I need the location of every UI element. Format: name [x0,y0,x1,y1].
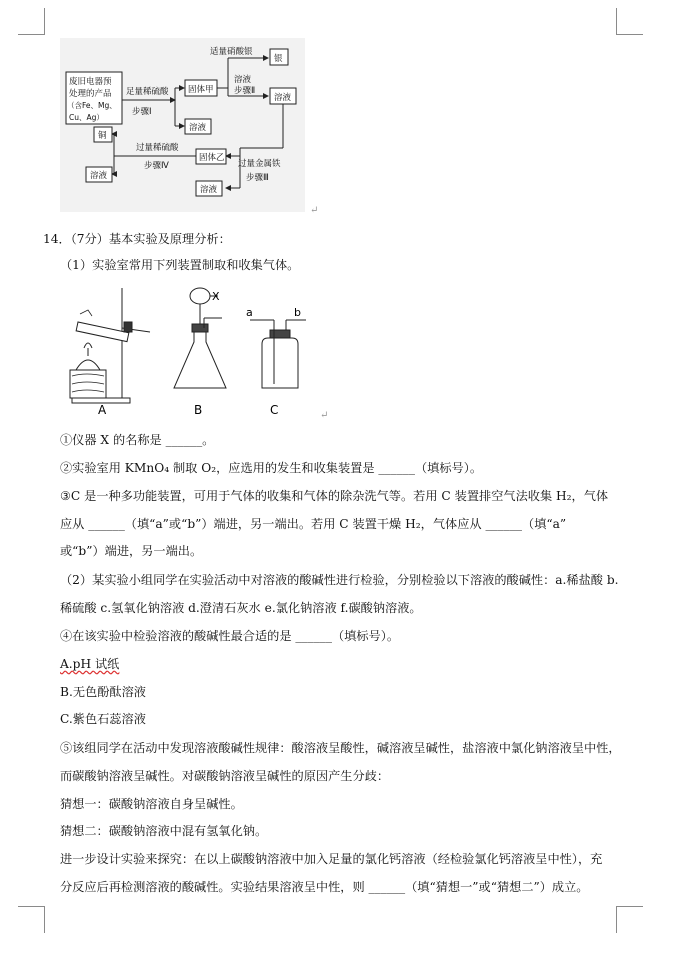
further-line-2: 分反应后再检测溶液的酸碱性。实验结果溶液呈中性，则 ______（填“猜想一”或“猜想二”）成立。 [60,880,589,894]
label-port-b: b [294,306,301,319]
start-box-line-4: Cu、Ag） [69,113,104,122]
paragraph-mark: ↵ [320,410,329,421]
crop-mark-top-left [18,8,45,35]
copper: 铜 [98,131,107,141]
paragraph-mark: ↵ [310,205,319,216]
step4-reagent: 过量稀硫酸 [136,143,179,153]
step2-solution: 溶液 [234,75,252,85]
label-a: A [98,403,107,417]
question-3-line-1: ③C 是一种多功能装置，可用于气体的收集和气体的除杂洗气等。若用 C 装置排空气法收集 H₂，气体 [60,489,609,503]
solution-left: 溶液 [90,171,108,181]
start-box-line-3: （含Fe、Mg、 [67,101,117,110]
question-2: ②实验室用 KMnO₄ 制取 O₂，应选用的发生和收集装置是 ______（填标号）。 [60,461,483,475]
option-c: C.紫色石蕊溶液 [60,712,146,726]
apparatus-figure [66,284,328,418]
start-box-line-1: 废旧电器预 [69,77,112,87]
apparatus-a [70,288,150,403]
label-b: B [194,403,203,417]
guess-2: 猜想二：碳酸钠溶液中混有氢氧化钠。 [60,824,268,838]
step2-label: 步骤Ⅱ [234,86,256,96]
guess-1: 猜想一：碳酸钠溶液自身呈碱性。 [60,797,243,811]
step1-label: 步骤Ⅰ [132,107,152,117]
q14-part1-intro: （1）实验室常用下列装置制取和收集气体。 [60,258,300,272]
option-a: A.pH 试纸 [60,657,120,671]
step3-label: 步骤Ⅲ [246,173,269,183]
process-flowchart [60,38,305,212]
part2-line-1: （2）某实验小组同学在实验活动中对溶液的酸碱性进行检验，分别检验以下溶液的酸碱性：a.稀盐酸 b. [60,573,619,587]
further-line-1: 进一步设计实验来探究：在以上碳酸钠溶液中加入足量的氯化钙溶液（经检验氯化钙溶液呈中性），充 [60,852,603,866]
step4-label: 步骤Ⅳ [144,161,169,171]
solid-a: 固体甲 [188,85,214,95]
solution-right: 溶液 [274,93,292,103]
crop-mark-bottom-right [616,906,643,933]
solution-top: 溶液 [189,123,207,133]
question-5-line-1: ⑤该组同学在活动中发现溶液酸碱性规律：酸溶液呈酸性，碱溶液呈碱性，盐溶液中氯化钠溶液呈中性， [60,741,621,755]
option-b: B.无色酚酞溶液 [60,685,146,699]
question-4: ④在该实验中检验溶液的酸碱性最合适的是 ______（填标号）。 [60,629,400,643]
silver: 银 [274,54,283,64]
start-box-line-2: 处理的产品 [69,89,112,99]
crop-mark-bottom-left [18,906,45,933]
question-3-line-3: 或“b”）端进，另一端出。 [60,544,203,558]
apparatus-c [250,320,306,388]
step1-reagent: 足量稀硫酸 [126,87,169,97]
label-c: C [270,403,279,417]
q14-title: 14．（7分）基本实验及原理分析： [43,232,231,246]
label-x: X [212,290,220,303]
apparatus-b [174,288,226,388]
solid-b: 固体乙 [199,153,225,163]
crop-mark-top-right [616,8,643,35]
label-port-a: a [246,306,253,319]
question-3-line-2: 应从 ______（填“a”或“b”）端进，另一端出。若用 C 装置干燥 H₂，气体应从 ______（填“a” [60,517,567,531]
solution-b: 溶液 [200,185,218,195]
question-5-line-2: 而碳酸钠溶液呈碱性。对碳酸钠溶液呈碱性的原因产生分歧： [60,769,390,783]
step2-reagent: 适量硝酸银 [210,47,253,57]
part2-line-2: 稀硫酸 c.氢氧化钠溶液 d.澄清石灰水 e.氯化钠溶液 f.碳酸钠溶液。 [60,601,422,615]
step3-reagent: 过量金属铁 [238,159,281,169]
question-1: ①仪器 X 的名称是 ______。 [60,433,215,447]
